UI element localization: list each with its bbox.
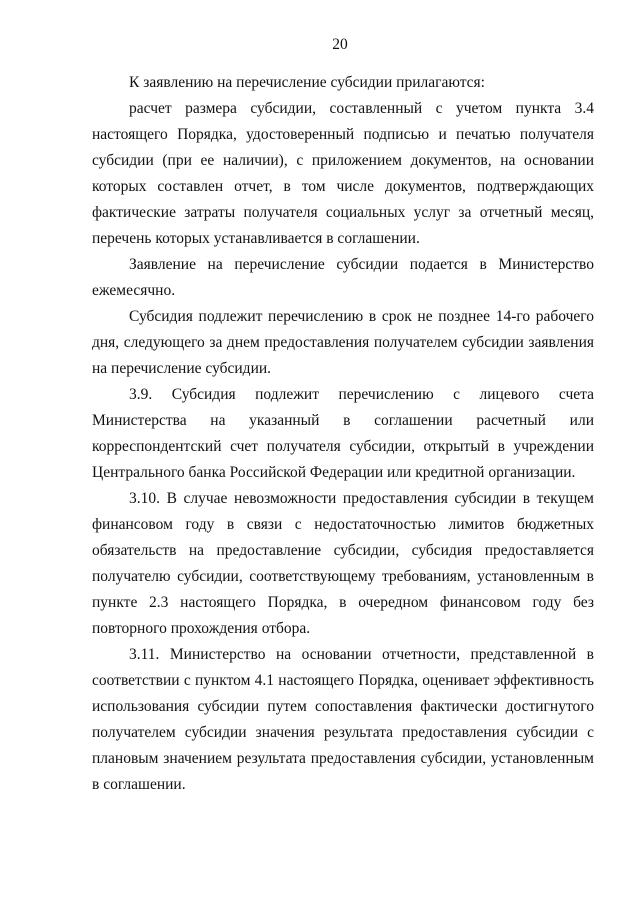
paragraph-attachments-intro: К заявлению на перечисление субсидии прилагаются: — [129, 74, 485, 91]
paragraph-transfer-deadline: Субсидия подлежит перечислению в срок не позднее 14-го рабочего дня, следующего за днем предоставления получателем субсидии заявления на перечисление субсидии. — [92, 308, 594, 377]
page-number: 20 — [332, 36, 348, 53]
paragraph-subsidy-calculation: расчет размера субсидии, составленный с учетом пункта 3.4 настоящего Порядка, удостоверенный подписью и печатью получателя субсидии (при ее наличии), с приложением документов, на основании которых составлен отчет, в том числе документов, подтверждающих фактические затраты получателя социальных услуг за отчетный месяц, перечень которых устанавливается в соглашении. — [92, 100, 594, 247]
paragraph-clause-3-11: 3.11. Министерство на основании отчетности, представленной в соответствии с пунктом 4.1 настоящего Порядка, оценивает эффективность использования субсидии путем сопоставления фактически достигнутого получателем субсидии значения результата предоставления субсидии с плановым значением результата предоставления субсидии, установленным в соглашении. — [92, 646, 594, 793]
paragraph-clause-3-9: 3.9. Субсидия подлежит перечислению с лицевого счета Министерства на указанный в соглашении расчетный или корреспондентский счет получателя субсидии, открытый в учреждении Центрального банка Российской Федерации или кредитной организации. — [92, 386, 594, 481]
paragraph-monthly-application: Заявление на перечисление субсидии подается в Министерство ежемесячно. — [92, 256, 594, 299]
paragraph-clause-3-10: 3.10. В случае невозможности предоставления субсидии в текущем финансовом году в связи с недостаточностью лимитов бюджетных обязательств на предоставление субсидии, субсидия предоставляется получателю субсидии, соответствующему требованиям, установленным в пункте 2.3 настоящего Порядка, в очередном финансовом году без повторного прохождения отбора. — [92, 490, 594, 637]
document-body — [92, 70, 594, 798]
